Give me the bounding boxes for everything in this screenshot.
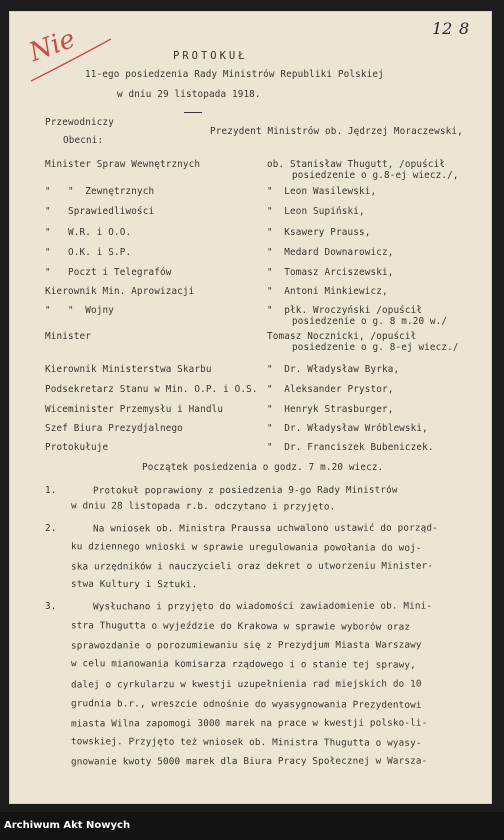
attendee-name: " Dr. Władysław Byrka, [267,364,400,375]
attendee-role: Obecni: [63,135,104,146]
item-text-line: w celu mianowania komisarza rządowego i o stanie tej sprawy, [70,658,416,671]
document-title: PROTOKUŁ [173,50,248,62]
item-text-line: Protokuł poprawiony z posiedzenia 9-go Rady Ministrów [92,484,398,497]
item-text-line: miasta Wilna zapomogi 3000 marek na prace w kwestji polsko-li- [70,717,428,730]
attendee-name: " Tomasz Arciszewski, [267,267,394,278]
attendee-name: Tomasz Nocznicki, /opuścił [267,331,417,342]
item-text-line: ku dziennego wnioski w sprawie uregulowania powołania do woj- [70,541,422,554]
attendee-note: posiedzenie o g. 8-ej wiecz./ [292,342,459,353]
item-number: 3. [45,601,57,612]
item-text-line: sprawozdanie o porozumiewaniu się z Prezydjum Miasta Warszawy [70,639,422,652]
page-number-2: 8 [459,19,470,38]
attendee-name: " Dr. Franciszek Bubeniczek. [267,442,434,453]
attendee-note: posiedzenie o g.8-ej wiecz./, [292,170,459,181]
attendee-name: Prezydent Ministrów ob. Jędrzej Moraczewski, [210,126,463,137]
attendee-role: Kierownik Ministerstwa Skarbu [45,364,212,375]
attendee-role: Przewodniczy [45,117,114,128]
header-line-1: 11-ego posiedzenia Rady Ministrów Republiki Polskiej [85,69,384,80]
date-underline [184,112,202,113]
attendee-role: Wiceminister Przemysłu i Handlu [45,404,224,415]
attendee-name: " Leon Supiński, [267,206,365,217]
attendee-role: " Sprawiedliwości [45,206,155,217]
item-number: 1. [45,485,57,496]
session-start: Początek posiedzenia o godz. 7 m.20 wiecz. [142,462,384,473]
archive-name: Archiwum Akt Nowych [4,820,131,831]
document-page [9,11,492,804]
item-text-line: stra Thugutta o wyjeździe do Krakowa w sprawie wyborów oraz [70,620,411,633]
item-text-line: ska urzędników i nauczycieli oraz dekret o utworzeniu Minister- [70,560,434,573]
attendee-name: " Henryk Strasburger, [267,404,394,415]
attendee-role: " W.R. i O.O. [45,227,132,238]
attendee-role: " Poczt i Telegrafów [45,267,172,278]
attendee-role: " O.K. i S.P. [45,247,132,258]
attendee-role: " " Zewnętrznych [45,186,155,197]
item-text-line: towskiej. Przyjęto też wniosek ob. Ministra Thugutta o wyasy- [70,736,422,749]
item-text-line: stwa Kultury i Sztuki. [70,578,198,591]
attendee-name: " Leon Wasilewski, [267,186,377,197]
archive-footer [0,812,504,840]
item-text-line: w dniu 28 listopada r.b. odczytano i przyjęto. [70,500,336,513]
item-text-line: dalej o cyrkularzu w kwestji uzupełnienia rad miejskich do 10 [70,678,422,691]
header-line-2: w dniu 29 listopada 1918. [117,89,261,100]
attendee-role: " " Wojny [45,305,114,316]
attendee-name: " Medard Downarowicz, [267,247,394,258]
attendee-role: Podsekretarz Stanu w Min. O.P. i O.S. [45,384,258,395]
attendee-note: posiedzenie o g. 8 m.20 w./ [292,316,448,327]
corner-mark: Nie [25,23,80,69]
attendee-name: ob. Stanisław Thugutt, /opuścił [267,159,446,170]
attendee-name: " płk. Wroczyński /opuścił [267,305,423,316]
attendee-name: " Ksawery Prauss, [267,227,371,238]
attendee-role: Minister [45,331,91,342]
page-number: 12 [432,19,453,38]
attendee-role: Protokułuje [45,442,109,453]
attendee-role: Kierownik Min. Aprowizacji [45,286,195,297]
item-text-line: Na wniosek ob. Ministra Praussa uchwalono ustawić do porząd- [92,522,438,535]
item-text-line: Wysłuchano i przyjęto do wiadomości zawiadomienie ob. Mini- [92,600,433,613]
attendee-name: " Antoni Minkiewicz, [267,286,388,297]
attendee-name: " Dr. Władysław Wróblewski, [267,423,428,434]
attendee-role: Minister Spraw Wewnętrznych [45,159,201,170]
attendee-role: Szef Biura Prezydjalnego [45,423,183,434]
attendee-name: " Aleksander Prystor, [267,384,394,395]
item-number: 2. [45,523,57,534]
item-text-line: gnowanie kwoty 5000 marek dla Biura Pracy Społecznej w Warsza- [70,755,428,768]
item-text-line: grudnia b.r., wreszcie odnośnie do wyasygnowania Prezydentowi [70,698,422,711]
